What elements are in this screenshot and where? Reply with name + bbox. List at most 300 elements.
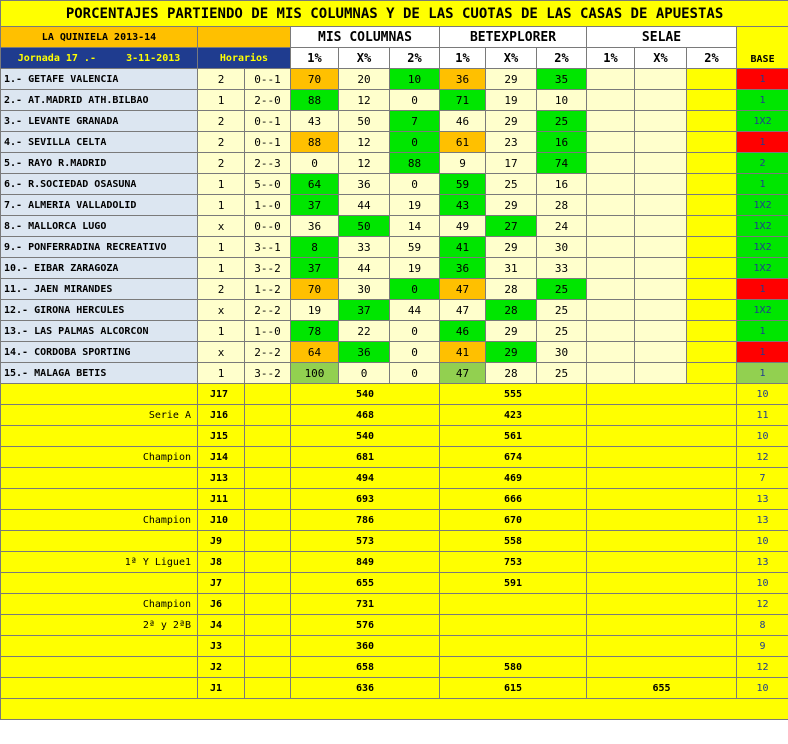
match-teams: 5.- RAYO R.MADRID [1, 153, 198, 174]
summary-mis-total: 849 [291, 552, 440, 573]
match-row [1, 174, 788, 195]
bet-x-header: X% [486, 48, 537, 69]
summary-mis-total: 786 [291, 510, 440, 531]
summary-jornada: J15 [198, 426, 245, 447]
summary-row [1, 489, 788, 510]
sheet-title: PORCENTAJES PARTIENDO DE MIS COLUMNAS Y DE LAS CUOTAS DE LAS CASAS DE APUESTAS [1, 1, 788, 27]
base-value: 1 [737, 174, 788, 195]
base-value: 1 [737, 69, 788, 90]
selae-pct-x [635, 69, 687, 90]
selae-pct-2 [687, 69, 737, 90]
match-sign: 2 [198, 69, 245, 90]
summary-base: 10 [737, 426, 788, 447]
mis-pct-x: 36 [339, 342, 390, 363]
bet-pct-2: 16 [537, 174, 587, 195]
selae-pct-2 [687, 153, 737, 174]
selae-pct-1 [587, 258, 635, 279]
mis-pct-2: 14 [390, 216, 440, 237]
selae-pct-2 [687, 195, 737, 216]
mis-pct-2: 0 [390, 174, 440, 195]
bet-pct-1: 49 [440, 216, 486, 237]
mis-pct-1: 88 [291, 132, 339, 153]
selae-pct-1 [587, 69, 635, 90]
mis-pct-1: 64 [291, 174, 339, 195]
mis-pct-x: 44 [339, 258, 390, 279]
match-row [1, 279, 788, 300]
selae-pct-2 [687, 237, 737, 258]
selae-2-header: 2% [687, 48, 737, 69]
summary-note: 2ª y 2ªB [1, 615, 198, 636]
selae-pct-x [635, 279, 687, 300]
summary-bet-total: 555 [440, 384, 587, 405]
summary-spacer [245, 489, 291, 510]
bet-pct-x: 31 [486, 258, 537, 279]
summary-base: 7 [737, 468, 788, 489]
selae-pct-1 [587, 153, 635, 174]
mis-pct-x: 37 [339, 300, 390, 321]
summary-jornada: J9 [198, 531, 245, 552]
trailing-cell [1, 699, 788, 720]
match-row [1, 363, 788, 384]
trailing-row [1, 699, 788, 720]
match-teams: 11.- JAEN MIRANDES [1, 279, 198, 300]
bet-pct-2: 30 [537, 237, 587, 258]
summary-selae-total [587, 426, 737, 447]
summary-selae-total [587, 384, 737, 405]
summary-base: 12 [737, 594, 788, 615]
selae-pct-2 [687, 174, 737, 195]
bet-pct-x: 29 [486, 195, 537, 216]
bet-pct-x: 29 [486, 237, 537, 258]
mis-pct-1: 100 [291, 363, 339, 384]
summary-row [1, 426, 788, 447]
base-value: 1 [737, 279, 788, 300]
summary-note: Champion [1, 594, 198, 615]
summary-row [1, 657, 788, 678]
summary-bet-total [440, 594, 587, 615]
summary-bet-total: 674 [440, 447, 587, 468]
summary-jornada: J4 [198, 615, 245, 636]
match-sign: 2 [198, 111, 245, 132]
selae-pct-x [635, 90, 687, 111]
match-score: 0--1 [245, 132, 291, 153]
summary-spacer [245, 510, 291, 531]
selae-x-header: X% [635, 48, 687, 69]
match-score: 3--2 [245, 258, 291, 279]
selae-pct-2 [687, 300, 737, 321]
summary-jornada: J8 [198, 552, 245, 573]
selae-pct-x [635, 321, 687, 342]
match-sign: 1 [198, 174, 245, 195]
summary-note: Champion [1, 510, 198, 531]
bet-pct-x: 17 [486, 153, 537, 174]
summary-spacer [245, 636, 291, 657]
summary-jornada: J10 [198, 510, 245, 531]
match-row [1, 111, 788, 132]
summary-row [1, 468, 788, 489]
mis-pct-x: 12 [339, 153, 390, 174]
mis-pct-x: 0 [339, 363, 390, 384]
summary-jornada: J2 [198, 657, 245, 678]
mis-pct-x: 20 [339, 69, 390, 90]
mis-pct-1: 70 [291, 279, 339, 300]
match-score: 5--0 [245, 174, 291, 195]
season-label: LA QUINIELA 2013-14 [1, 27, 198, 48]
match-sign: x [198, 300, 245, 321]
bet-pct-x: 29 [486, 342, 537, 363]
summary-selae-total [587, 447, 737, 468]
match-row [1, 132, 788, 153]
selae-pct-1 [587, 342, 635, 363]
bet-pct-1: 43 [440, 195, 486, 216]
base-value: 1 [737, 90, 788, 111]
summary-spacer [245, 447, 291, 468]
selae-pct-x [635, 174, 687, 195]
selae-pct-1 [587, 90, 635, 111]
selae-pct-1 [587, 195, 635, 216]
summary-base: 13 [737, 489, 788, 510]
selae-pct-2 [687, 90, 737, 111]
bet-pct-1: 9 [440, 153, 486, 174]
summary-base: 10 [737, 678, 788, 699]
mis-pct-2: 0 [390, 321, 440, 342]
summary-base: 12 [737, 657, 788, 678]
match-row [1, 195, 788, 216]
bet-pct-x: 27 [486, 216, 537, 237]
summary-bet-total: 615 [440, 678, 587, 699]
summary-jornada: J17 [198, 384, 245, 405]
summary-jornada: J7 [198, 573, 245, 594]
bet-pct-1: 47 [440, 279, 486, 300]
summary-note [1, 657, 198, 678]
base-value: 1X2 [737, 300, 788, 321]
bet-pct-1: 47 [440, 363, 486, 384]
match-teams: 15.- MALAGA BETIS [1, 363, 198, 384]
mis-1-header: 1% [291, 48, 339, 69]
match-teams: 9.- PONFERRADINA RECREATIVO [1, 237, 198, 258]
mis-pct-2: 19 [390, 258, 440, 279]
summary-mis-total: 731 [291, 594, 440, 615]
bet-pct-2: 25 [537, 111, 587, 132]
summary-bet-total: 670 [440, 510, 587, 531]
summary-selae-total [587, 657, 737, 678]
bet-2-header: 2% [537, 48, 587, 69]
bet-pct-x: 28 [486, 363, 537, 384]
base-value: 2 [737, 153, 788, 174]
mis-pct-x: 12 [339, 132, 390, 153]
bet-1-header: 1% [440, 48, 486, 69]
match-teams: 1.- GETAFE VALENCIA [1, 69, 198, 90]
summary-note [1, 384, 198, 405]
bet-pct-2: 30 [537, 342, 587, 363]
match-score: 1--2 [245, 279, 291, 300]
selae-pct-x [635, 363, 687, 384]
summary-mis-total: 693 [291, 489, 440, 510]
match-row [1, 90, 788, 111]
match-score: 2--3 [245, 153, 291, 174]
summary-selae-total [587, 573, 737, 594]
base-value: 1 [737, 132, 788, 153]
match-sign: 1 [198, 363, 245, 384]
bet-pct-2: 33 [537, 258, 587, 279]
match-teams: 14.- CORDOBA SPORTING [1, 342, 198, 363]
selae-pct-2 [687, 258, 737, 279]
base-value: 1X2 [737, 237, 788, 258]
summary-spacer [245, 531, 291, 552]
summary-jornada: J13 [198, 468, 245, 489]
selae-pct-x [635, 153, 687, 174]
summary-base: 13 [737, 510, 788, 531]
summary-jornada: J14 [198, 447, 245, 468]
summary-note [1, 678, 198, 699]
summary-selae-total [587, 594, 737, 615]
summary-jornada: J16 [198, 405, 245, 426]
summary-bet-total: 561 [440, 426, 587, 447]
match-teams: 10.- EIBAR ZARAGOZA [1, 258, 198, 279]
bet-pct-2: 16 [537, 132, 587, 153]
summary-selae-total: 655 [587, 678, 737, 699]
summary-mis-total: 658 [291, 657, 440, 678]
mis-pct-x: 30 [339, 279, 390, 300]
summary-note [1, 636, 198, 657]
bet-pct-x: 29 [486, 111, 537, 132]
summary-selae-total [587, 468, 737, 489]
selae-pct-x [635, 237, 687, 258]
bet-pct-1: 59 [440, 174, 486, 195]
bet-pct-x: 28 [486, 279, 537, 300]
summary-selae-total [587, 552, 737, 573]
jornada-date [1, 48, 198, 69]
selae-pct-1 [587, 174, 635, 195]
match-row [1, 69, 788, 90]
summary-mis-total: 655 [291, 573, 440, 594]
mis-pct-x: 12 [339, 90, 390, 111]
summary-jornada: J3 [198, 636, 245, 657]
summary-row [1, 552, 788, 573]
mis-pct-1: 70 [291, 69, 339, 90]
base-value: 1 [737, 342, 788, 363]
bet-pct-2: 24 [537, 216, 587, 237]
match-row [1, 321, 788, 342]
summary-spacer [245, 573, 291, 594]
selae-pct-x [635, 300, 687, 321]
bet-pct-2: 25 [537, 300, 587, 321]
match-score: 0--0 [245, 216, 291, 237]
summary-mis-total: 576 [291, 615, 440, 636]
base-value: 1X2 [737, 258, 788, 279]
mis-pct-1: 0 [291, 153, 339, 174]
summary-base: 10 [737, 573, 788, 594]
summary-mis-total: 573 [291, 531, 440, 552]
selae-pct-2 [687, 363, 737, 384]
summary-jornada: J1 [198, 678, 245, 699]
bet-pct-2: 25 [537, 321, 587, 342]
selae-pct-2 [687, 132, 737, 153]
match-row [1, 258, 788, 279]
match-score: 3--2 [245, 363, 291, 384]
match-score: 0--1 [245, 111, 291, 132]
bet-pct-2: 28 [537, 195, 587, 216]
match-teams: 12.- GIRONA HERCULES [1, 300, 198, 321]
selae-pct-1 [587, 237, 635, 258]
bet-pct-1: 46 [440, 111, 486, 132]
mis-pct-2: 59 [390, 237, 440, 258]
base-value: 1X2 [737, 111, 788, 132]
mis-pct-x: 33 [339, 237, 390, 258]
summary-spacer [245, 405, 291, 426]
summary-spacer [245, 657, 291, 678]
summary-selae-total [587, 510, 737, 531]
match-teams: 7.- ALMERIA VALLADOLID [1, 195, 198, 216]
selae-pct-x [635, 342, 687, 363]
summary-mis-total: 540 [291, 384, 440, 405]
summary-mis-total: 494 [291, 468, 440, 489]
base-value: 1X2 [737, 216, 788, 237]
mis-2-header: 2% [390, 48, 440, 69]
summary-spacer [245, 384, 291, 405]
selae-pct-1 [587, 363, 635, 384]
summary-base: 12 [737, 447, 788, 468]
summary-bet-total [440, 636, 587, 657]
group-betexplorer: BETEXPLORER [440, 27, 587, 48]
summary-bet-total: 469 [440, 468, 587, 489]
bet-pct-x: 28 [486, 300, 537, 321]
group-mis-columnas: MIS COLUMNAS [291, 27, 440, 48]
summary-note [1, 426, 198, 447]
selae-pct-2 [687, 279, 737, 300]
summary-note [1, 531, 198, 552]
group-selae: SELAE [587, 27, 737, 48]
selae-pct-1 [587, 111, 635, 132]
match-score: 2--2 [245, 342, 291, 363]
summary-bet-total: 558 [440, 531, 587, 552]
match-sign: x [198, 216, 245, 237]
mis-pct-x: 36 [339, 174, 390, 195]
summary-row [1, 615, 788, 636]
selae-pct-x [635, 195, 687, 216]
summary-spacer [245, 615, 291, 636]
bet-pct-2: 10 [537, 90, 587, 111]
summary-row [1, 678, 788, 699]
bet-pct-x: 25 [486, 174, 537, 195]
match-sign: 1 [198, 90, 245, 111]
summary-mis-total: 681 [291, 447, 440, 468]
base-header: BASE [737, 27, 788, 69]
match-sign: x [198, 342, 245, 363]
summary-jornada: J6 [198, 594, 245, 615]
mis-pct-1: 8 [291, 237, 339, 258]
bet-pct-1: 41 [440, 237, 486, 258]
match-row [1, 342, 788, 363]
match-score: 2--0 [245, 90, 291, 111]
selae-pct-x [635, 258, 687, 279]
match-sign: 2 [198, 132, 245, 153]
bet-pct-1: 71 [440, 90, 486, 111]
selae-pct-1 [587, 216, 635, 237]
match-row [1, 153, 788, 174]
bet-pct-1: 41 [440, 342, 486, 363]
summary-row [1, 573, 788, 594]
match-row [1, 216, 788, 237]
selae-pct-x [635, 132, 687, 153]
match-teams: 3.- LEVANTE GRANADA [1, 111, 198, 132]
summary-bet-total: 753 [440, 552, 587, 573]
mis-pct-1: 88 [291, 90, 339, 111]
mis-pct-2: 0 [390, 363, 440, 384]
mis-pct-2: 19 [390, 195, 440, 216]
mis-pct-2: 7 [390, 111, 440, 132]
bet-pct-1: 36 [440, 258, 486, 279]
bet-pct-2: 25 [537, 279, 587, 300]
selae-pct-2 [687, 342, 737, 363]
mis-pct-1: 43 [291, 111, 339, 132]
summary-bet-total: 666 [440, 489, 587, 510]
mis-pct-2: 88 [390, 153, 440, 174]
mis-pct-1: 64 [291, 342, 339, 363]
match-sign: 2 [198, 279, 245, 300]
summary-note [1, 468, 198, 489]
bet-pct-2: 35 [537, 69, 587, 90]
mis-pct-x: 44 [339, 195, 390, 216]
mis-pct-2: 0 [390, 342, 440, 363]
match-teams: 13.- LAS PALMAS ALCORCON [1, 321, 198, 342]
summary-row [1, 636, 788, 657]
match-score: 1--0 [245, 195, 291, 216]
bet-pct-1: 47 [440, 300, 486, 321]
match-row [1, 300, 788, 321]
summary-note: Champion [1, 447, 198, 468]
selae-pct-1 [587, 279, 635, 300]
horarios-header: Horarios [198, 48, 291, 69]
summary-base: 9 [737, 636, 788, 657]
mis-pct-1: 78 [291, 321, 339, 342]
summary-row [1, 447, 788, 468]
summary-bet-total [440, 615, 587, 636]
summary-row [1, 384, 788, 405]
mis-x-header: X% [339, 48, 390, 69]
summary-spacer [245, 594, 291, 615]
selae-pct-x [635, 111, 687, 132]
summary-row [1, 594, 788, 615]
selae-pct-2 [687, 111, 737, 132]
summary-selae-total [587, 531, 737, 552]
selae-pct-x [635, 216, 687, 237]
summary-jornada: J11 [198, 489, 245, 510]
match-score: 2--2 [245, 300, 291, 321]
mis-pct-2: 44 [390, 300, 440, 321]
bet-pct-x: 29 [486, 321, 537, 342]
bet-pct-2: 74 [537, 153, 587, 174]
selae-pct-1 [587, 321, 635, 342]
mis-pct-1: 36 [291, 216, 339, 237]
mis-pct-x: 50 [339, 216, 390, 237]
selae-1-header: 1% [587, 48, 635, 69]
match-teams: 2.- AT.MADRID ATH.BILBAO [1, 90, 198, 111]
base-value: 1 [737, 363, 788, 384]
summary-selae-total [587, 615, 737, 636]
summary-spacer [245, 468, 291, 489]
jornada-label: Jornada 17 .- [17, 52, 96, 64]
match-teams: 4.- SEVILLA CELTA [1, 132, 198, 153]
summary-selae-total [587, 405, 737, 426]
selae-pct-1 [587, 300, 635, 321]
bet-pct-1: 36 [440, 69, 486, 90]
match-score: 0--1 [245, 69, 291, 90]
mis-pct-x: 50 [339, 111, 390, 132]
bet-pct-1: 61 [440, 132, 486, 153]
summary-base: 8 [737, 615, 788, 636]
summary-mis-total: 540 [291, 426, 440, 447]
